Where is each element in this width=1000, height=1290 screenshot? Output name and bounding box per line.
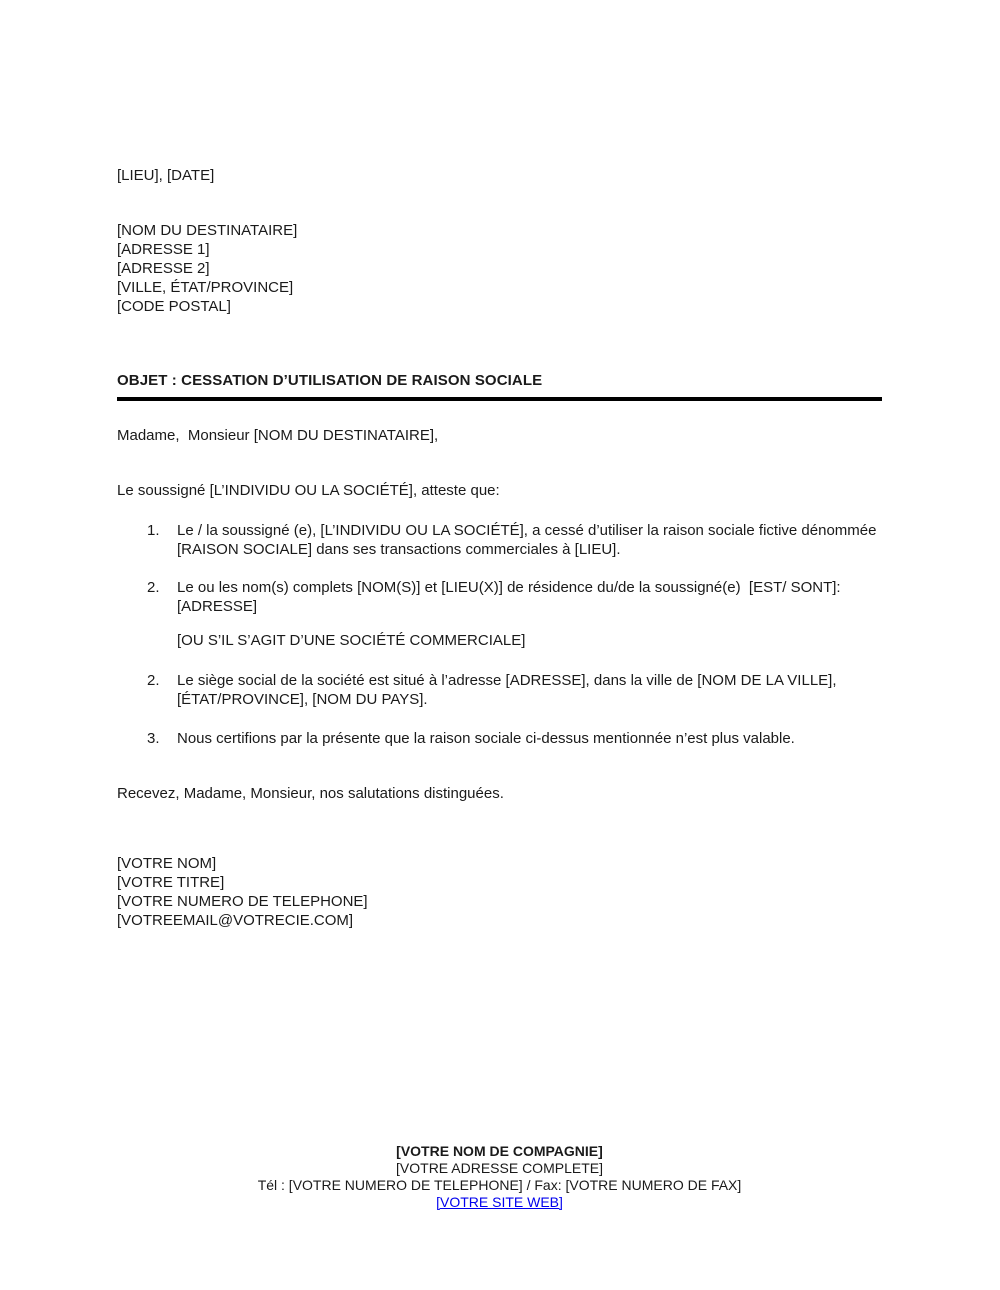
recipient-address-2: [ADRESSE 2] <box>117 260 210 277</box>
footer-website-row <box>117 1194 882 1211</box>
recipient-city-state: [VILLE, ÉTAT/PROVINCE] <box>117 279 294 296</box>
list-item-number: 3. <box>147 730 160 747</box>
list-item <box>117 521 882 559</box>
footer <box>117 1143 882 1211</box>
signature-name: [VOTRE NOM] <box>117 855 217 872</box>
subject-line: OBJET : CESSATION D’UTILISATION DE RAISON SOCIALE <box>117 372 543 389</box>
footer-phone-fax: Tél : [VOTRE NUMERO DE TELEPHONE] / Fax: [VOTRE NUMERO DE FAX] <box>257 1177 742 1193</box>
recipient-address-1: [ADRESSE 1] <box>117 241 210 258</box>
footer-address: [VOTRE ADRESSE COMPLETE] <box>396 1160 603 1176</box>
recipient-postal-code: [CODE POSTAL] <box>117 298 231 315</box>
signature-title: [VOTRE TITRE] <box>117 874 225 891</box>
list-item-number: 2. <box>147 672 160 689</box>
signature-phone: [VOTRE NUMERO DE TELEPHONE] <box>117 893 368 910</box>
list-item-text: Nous certifions par la présente que la raison sociale ci-dessus mentionnée n’est plus valable. <box>177 730 795 747</box>
list-item-number: 1. <box>147 522 160 539</box>
footer-website-link[interactable]: [VOTRE SITE WEB] <box>436 1194 563 1210</box>
list-item <box>117 671 882 709</box>
subject-divider <box>117 397 882 401</box>
list-item-text: Le siège social de la société est situé à l’adresse [ADRESSE], dans la ville de [NOM DE LA VILLE], [ÉTAT/PROVINCE], [NOM DU PAYS]. <box>177 672 841 708</box>
recipient-name: [NOM DU DESTINATAIRE] <box>117 222 298 239</box>
list-item-text: Le / la soussigné (e), [L’INDIVIDU OU LA SOCIÉTÉ], a cessé d’utiliser la raison sociale fictive dénommée [RAISON SOCIALE] dans ses transactions commerciales à [LIEU]. <box>177 522 881 558</box>
society-note: [OU S’IL S’AGIT D’UNE SOCIÉTÉ COMMERCIALE] <box>177 632 526 649</box>
recipient-block <box>117 221 882 316</box>
list-item-number: 2. <box>147 579 160 596</box>
list-item <box>117 578 882 616</box>
list-item-text: Le ou les nom(s) complets [NOM(S)] et [LIEU(X)] de résidence du/de la soussigné(e) [EST/ SONT]: [ADRESSE] <box>177 579 845 615</box>
signature-email: [VOTREEMAIL@VOTRECIE.COM] <box>117 912 354 929</box>
salutation: Madame, Monsieur [NOM DU DESTINATAIRE], <box>117 427 439 444</box>
list-item <box>117 729 882 748</box>
intro-line: Le soussigné [L’INDIVIDU OU LA SOCIÉTÉ], atteste que: <box>117 482 500 499</box>
date-line: [LIEU], [DATE] <box>117 167 215 184</box>
closing-line: Recevez, Madame, Monsieur, nos salutations distinguées. <box>117 785 504 802</box>
signature-block <box>117 854 882 930</box>
footer-company-name: [VOTRE NOM DE COMPAGNIE] <box>396 1143 603 1159</box>
